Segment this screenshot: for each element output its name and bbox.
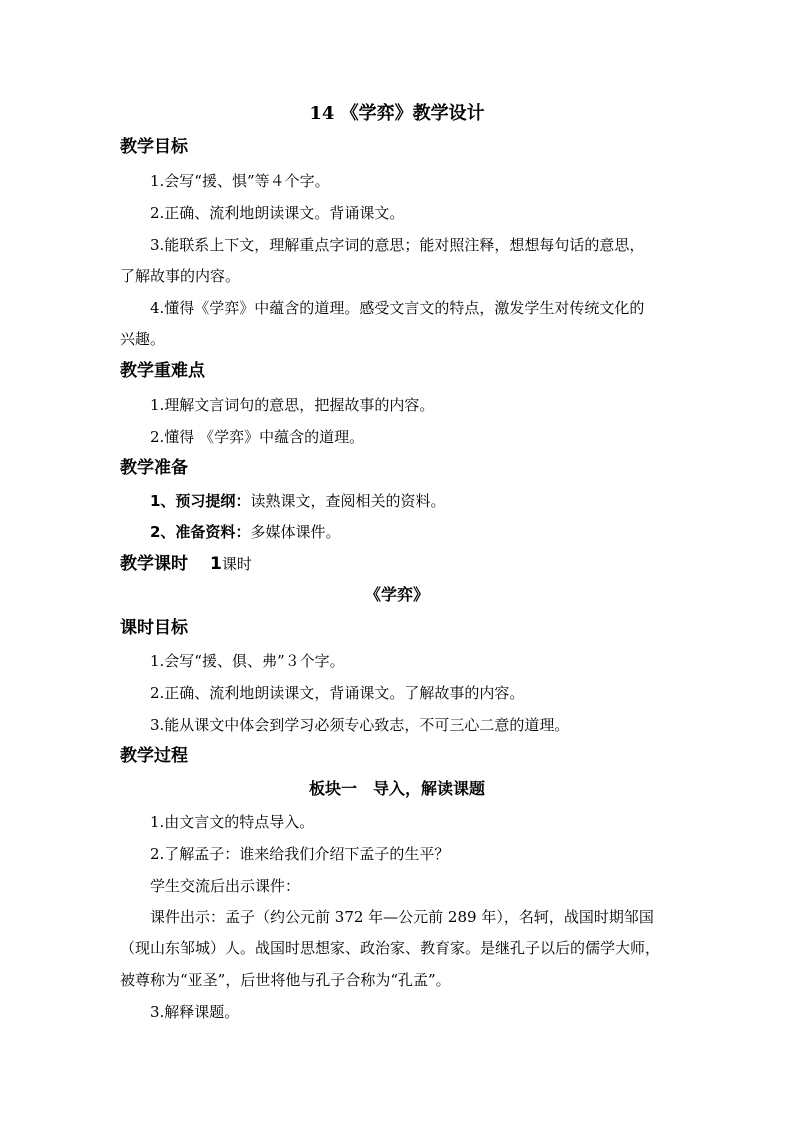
process-item-continued: （现山东邹城）人。战国时思想家、政治家、教育家。是继孔子以后的儒学大师，	[120, 939, 661, 957]
preparation-item	[150, 522, 340, 542]
section-title: 板块一 导入，解读课题	[308, 779, 485, 798]
period-goal-item: 3.能从课文中体会到学习必须专心致志，不可三心二意的道理。	[150, 716, 570, 734]
period-goal-item: 1.会写“援、俱、弗”３个字。	[150, 652, 345, 670]
goal-item: 1.会写“援、惧”等４个字。	[150, 172, 330, 190]
goal-item: 3.能联系上下文，理解重点字词的意思；能对照注释，想想每句话的意思，	[150, 236, 645, 254]
preparation-label: 2、准备资料：	[150, 523, 251, 541]
preparation-label: 1、预习提纲：	[150, 492, 251, 510]
period-row	[120, 554, 252, 574]
process-item: 课件出示：孟子（约公元前 372 年—公元前 289 年），名轲，战国时期邹国	[150, 908, 654, 926]
goal-item: 4.懂得《学弈》中蕴含的道理。感受文言文的特点，激发学生对传统文化的	[150, 299, 645, 317]
key-point-item: 1.理解文言词句的意思，把握故事的内容。	[150, 396, 435, 414]
period-unit: 课时	[221, 555, 252, 573]
preparation-text: 读熟课文，查阅相关的资料。	[250, 492, 446, 510]
preparation-heading: 教学准备	[120, 458, 188, 478]
process-item: 2.了解孟子：谁来给我们介绍下孟子的生平？	[150, 845, 450, 863]
period-goals-heading: 课时目标	[120, 618, 188, 638]
goal-item-continued: 了解故事的内容。	[120, 267, 241, 285]
period-goal-item: 2.正确、流利地朗读课文，背诵课文。了解故事的内容。	[150, 684, 525, 702]
process-item: 1.由文言文的特点导入。	[150, 813, 315, 831]
page-title: 14 《学弈》教学设计	[309, 103, 485, 124]
key-points-heading: 教学重难点	[120, 361, 205, 381]
process-heading: 教学过程	[120, 746, 188, 766]
preparation-item	[150, 491, 445, 511]
preparation-text: 多媒体课件。	[250, 523, 341, 541]
goal-item-continued: 兴趣。	[120, 330, 166, 348]
process-item: 3.解释课题。	[150, 1003, 240, 1021]
key-point-item: 2.懂得 《学弈》中蕴含的道理。	[150, 428, 365, 446]
goals-heading: 教学目标	[120, 137, 188, 157]
lesson-title: 《学弈》	[364, 585, 429, 604]
process-item: 学生交流后出示课件：	[150, 877, 301, 895]
process-item-continued: 被尊称为“亚圣”，后世将他与孔子合称为“孔孟”。	[120, 971, 451, 989]
goal-item: 2.正确、流利地朗读课文。背诵课文。	[150, 204, 405, 222]
period-value: 1	[210, 554, 222, 574]
period-heading: 教学课时	[120, 554, 188, 574]
